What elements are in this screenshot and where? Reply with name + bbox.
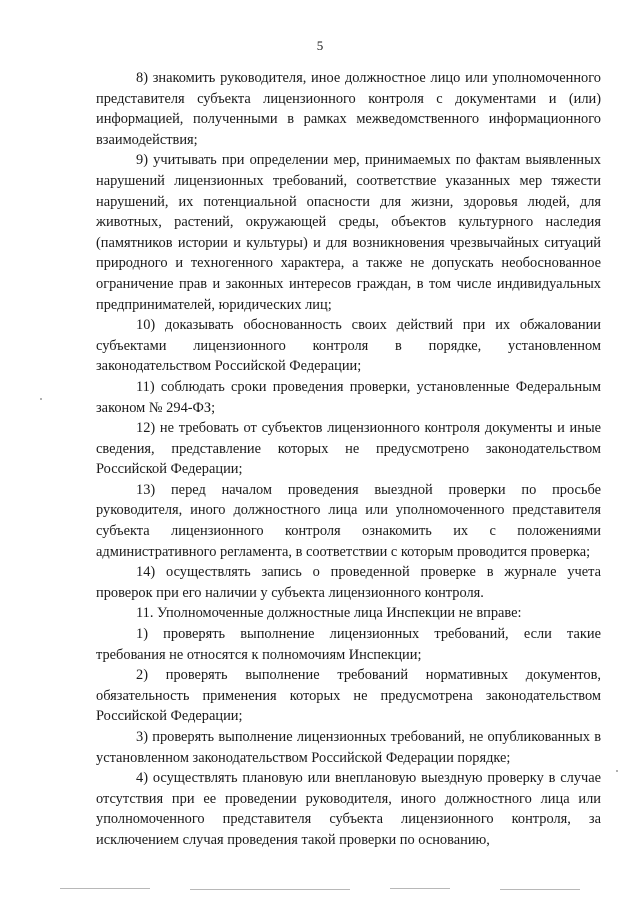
document-body: [96, 68, 601, 851]
page-number: 5: [316, 38, 324, 53]
section-11-heading: 11. Уполномоченные должностные лица Инспекции не вправе:: [136, 605, 522, 622]
paragraph-item-8: 8) знакомить руководителя, иное должностное лицо или уполномоченного представителя субъекта лицензионного контроля с документами и (или) информацией, полученными в рамках межведомственного информационного взаимодействия;: [96, 70, 601, 148]
scan-artifact-dot: [616, 770, 618, 772]
scan-artifact-line: [60, 888, 150, 889]
prohibition-item-4: 4) осуществлять плановую или внеплановую выездную проверку в случае отсутствия при ее проведении руководителя, иного должностного лица или уполномоченного представителя субъекта лицензионного контроля, за исключением случая проведения такой проверки по основанию,: [96, 770, 601, 848]
prohibition-item-2: 2) проверять выполнение требований нормативных документов, обязательность применения которых не предусмотрена законодательством Российской Федерации;: [96, 667, 601, 725]
scan-artifact-line: [500, 889, 580, 890]
paragraph-item-9: 9) учитывать при определении мер, принимаемых по фактам выявленных нарушений лицензионных требований, соответствие указанных мер тяжести нарушений, их потенциальной опасности для жизни, здоровья людей, для животных, растений, окружающей среды, объектов культурного наследия (памятников истории и культуры) и для возникновения чрезвычайных ситуаций природного и техногенного характера, а также не допускать необоснованное ограничение прав и законных интересов граждан, в том числе индивидуальных предпринимателей, юридических лиц;: [96, 152, 601, 313]
prohibition-item-1: 1) проверять выполнение лицензионных требований, если такие требования не относятся к полномочиям Инспекции;: [96, 626, 601, 663]
scan-artifact-line: [390, 888, 450, 889]
prohibition-item-3: 3) проверять выполнение лицензионных требований, не опубликованных в установленном законодательством Российской Федерации порядке;: [96, 729, 601, 766]
paragraph-item-14: 14) осуществлять запись о проведенной проверке в журнале учета проверок при его наличии у субъекта лицензионного контроля.: [96, 564, 601, 601]
paragraph-item-11: 11) соблюдать сроки проведения проверки, установленные Федеральным законом № 294-ФЗ;: [96, 378, 601, 416]
paragraph-item-10: 10) доказывать обоснованность своих действий при их обжаловании субъектами лицензионного контроля в порядке, установленном законодательством Российской Федерации;: [96, 317, 601, 375]
scan-artifact-dot: [40, 398, 42, 400]
scan-artifact-line: [190, 889, 350, 890]
paragraph-item-12: 12) не требовать от субъектов лицензионного контроля документы и иные сведения, представление которых не предусмотрено законодательством Российской Федерации;: [96, 420, 601, 478]
paragraph-item-13: 13) перед началом проведения выездной проверки по просьбе руководителя, иного должностного лица или уполномоченного представителя субъекта лицензионного контроля ознакомить их с положениями административного регламента, в соответствии с которым проводится проверка;: [96, 481, 601, 560]
